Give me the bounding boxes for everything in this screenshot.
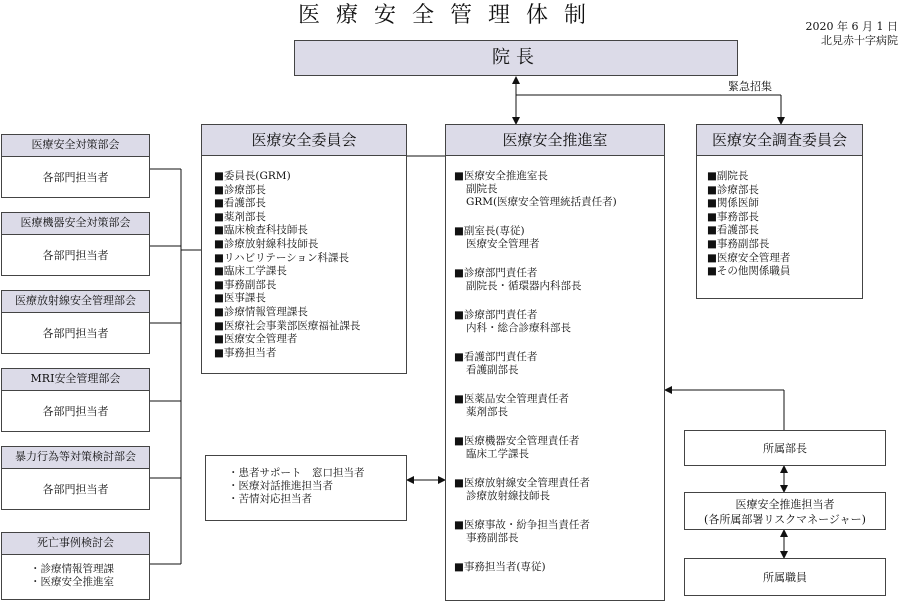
committee-member: ■ 委員長(GRM) [214,170,406,184]
committee-member: ■ 医療社会事業部医療福祉課長 [214,320,406,334]
office-section-member: 副院長・循環器内科部長 [466,280,582,292]
office-header: 医療安全推進室 [445,124,665,156]
office-section-member: 診療放射線技師長 [466,490,550,502]
support-item: ・医療対話推進担当者 [228,480,333,492]
investigation-header: 医療安全調査委員会 [696,124,863,156]
hospital-name: 北見赤十字病院 [821,34,898,47]
committee-member: ■ 医事課長 [214,292,406,306]
office-section-title: ■ 副室長(専従) [454,225,664,238]
office-section-member: 内科・総合診療科部長 [466,322,571,334]
subcommittee-body [1,234,150,276]
committee-member: ■ 臨床工学課長 [214,265,406,279]
office-section-title: ■ 医薬品安全管理責任者 [454,393,664,406]
committee-member: ■ 医療安全管理者 [214,333,406,347]
date-block [760,20,898,48]
investigation-member: ■ 看護部長 [707,224,862,238]
committee-member: ■ 診療放射線科技師長 [214,238,406,252]
subcommittee-body-line: ・診療情報管理課 [30,563,114,575]
subcommittee-body-text: 各部門担当者 [42,483,109,496]
investigation-body [696,155,863,299]
support-item: ・患者サポート 窓口担当者 [228,467,365,479]
office-section-member: 医療安全管理者 [466,238,540,250]
investigation-member: ■ 副院長 [707,170,862,184]
office-section-title: ■ 医療事故・紛争担当責任者 [454,519,664,532]
subcommittee-body [1,156,150,198]
subcommittee-header: 暴力行為等対策検討部会 [1,446,150,469]
subcommittee-header: 医療安全対策部会 [1,134,150,157]
director-label: 院長 [492,47,540,68]
dept-promoter-line1: 医療安全推進担当者 [735,498,835,511]
investigation-member: ■ その他関係職員 [707,265,862,279]
committee-member: ■ 事務担当者 [214,347,406,361]
committee-member-list [214,170,406,360]
dept-staff-box [684,558,886,596]
office-section-member: 看護副部長 [466,364,519,376]
support-list [228,467,406,506]
office-section [454,477,664,503]
dept-manager-box [684,430,886,466]
dept-promoter-box [684,492,886,530]
subcommittee-header: 死亡事例検討会 [1,532,150,555]
subcommittee-body [1,468,150,510]
dept-promoter-line2: (各所属部署リスクマネージャー) [704,513,866,526]
investigation-member: ■ 診療部長 [707,184,862,198]
committee-member: ■ 診療情報管理課長 [214,306,406,320]
office-section-member: 薬剤部長 [466,406,508,418]
subcommittee-body-line: ・医療安全推進室 [30,576,114,588]
subcommittee-body [1,390,150,432]
committee-member: ■ リハビリテーション科課長 [214,252,406,266]
office-section [454,267,664,293]
subcommittee-body [1,554,150,600]
office-section [454,351,664,377]
office-section-member: 副院長 [466,183,498,195]
office-section [454,519,664,545]
investigation-member: ■ 関係医師 [707,197,862,211]
office-section [454,309,664,335]
office-section [454,170,664,209]
committee-member: ■ 事務副部長 [214,279,406,293]
page-title: 医療安全管理体制 [297,3,602,28]
investigation-member: ■ 医療安全管理者 [707,252,862,266]
committee-member: ■ 臨床検査科技師長 [214,224,406,238]
office-section-member: 事務副部長 [466,532,519,544]
office-section-title: ■ 診療部門責任者 [454,267,664,280]
office-section-title: ■ 診療部門責任者 [454,309,664,322]
subcommittee-body-text: 各部門担当者 [42,171,109,184]
office-section [454,561,664,574]
subcommittee-body-text: 各部門担当者 [42,327,109,340]
director-box [294,40,738,76]
office-section [454,393,664,419]
office-section-title: ■ 看護部門責任者 [454,351,664,364]
subcommittee-header: 医療放射線安全管理部会 [1,290,150,313]
office-section-title: ■ 医療安全推進室長 [454,170,664,183]
dept-manager-label: 所属部長 [763,442,807,455]
emergency-label: 緊急招集 [728,80,772,93]
office-section-member: 臨床工学課長 [466,448,529,460]
committee-header: 医療安全委員会 [201,124,407,156]
investigation-member-list [707,170,862,279]
office-section-title: ■ 事務担当者(専従) [454,561,664,574]
office-section-member: GRM(医療安全管理統括責任者) [466,196,617,208]
committee-body [201,155,407,374]
investigation-member: ■ 事務副部長 [707,238,862,252]
office-section-title: ■ 医療放射線安全管理責任者 [454,477,664,490]
committee-member: ■ 薬剤部長 [214,211,406,225]
date-text: 2020 年 6 月 1 日 [805,20,898,33]
subcommittee-header: 医療機器安全対策部会 [1,212,150,235]
office-section [454,225,664,251]
office-body [445,155,665,601]
support-box [205,455,407,521]
committee-member: ■ 診療部長 [214,184,406,198]
support-item: ・苦情対応担当者 [228,493,312,505]
subcommittee-body-text: 各部門担当者 [42,405,109,418]
subcommittee-header: MRI安全管理部会 [1,368,150,391]
investigation-member: ■ 事務部長 [707,211,862,225]
subcommittee-body-text: 各部門担当者 [42,249,109,262]
office-section-list [454,170,664,574]
office-section-title: ■ 医療機器安全管理責任者 [454,435,664,448]
committee-member: ■ 看護部長 [214,197,406,211]
dept-staff-label: 所属職員 [763,571,807,584]
office-section [454,435,664,461]
subcommittee-body [1,312,150,354]
